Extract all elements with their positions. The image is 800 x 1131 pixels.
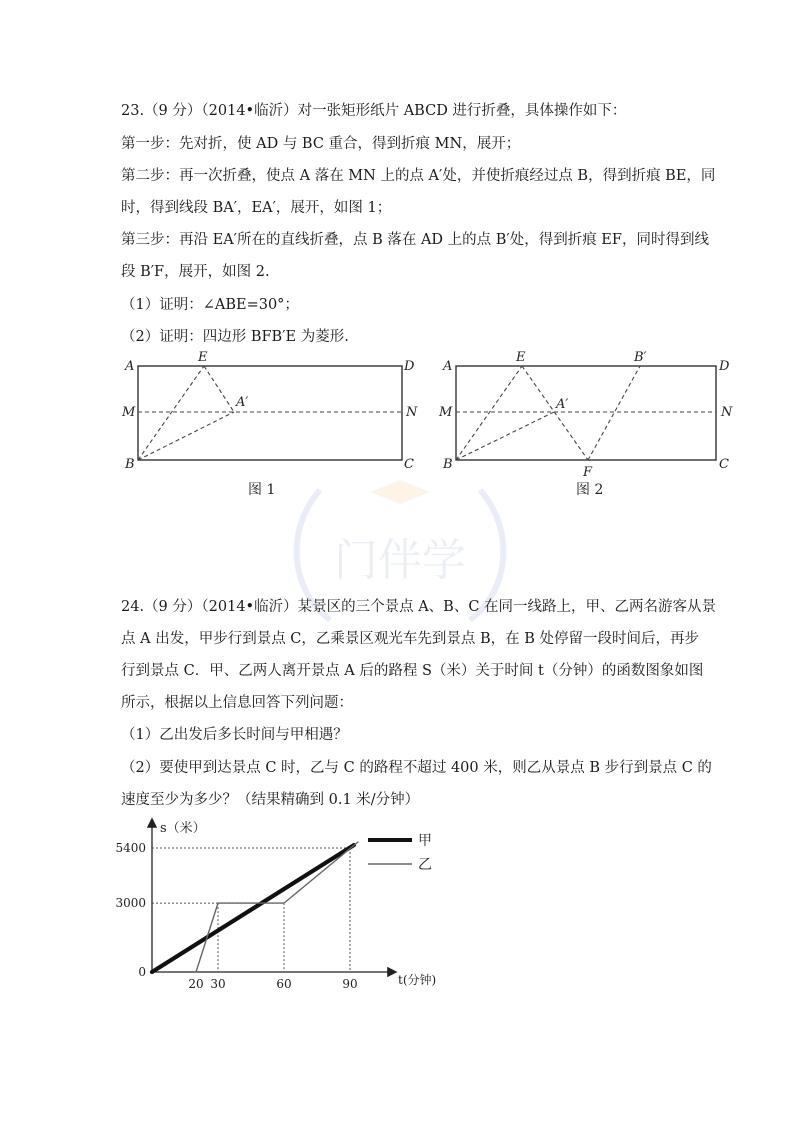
problem-23-question-2: （2）证明：四边形 BFB′E 为菱形. [121, 329, 349, 345]
x-tick-label: 90 [342, 977, 358, 991]
label-b: B [443, 457, 453, 472]
label-n: N [721, 405, 733, 420]
label-c: C [404, 457, 414, 472]
problem-24-line-2: 点 A 出发，甲步行到景点 C，乙乘景区观光车先到景点 B，在 B 处停留一段时间后，再步 [121, 631, 700, 647]
label-a-prime: A′ [556, 397, 569, 412]
graduation-cap-icon [370, 480, 430, 504]
crease-ef [522, 366, 588, 460]
label-b-prime: B′ [634, 350, 647, 365]
problem-24-line-4: 所示，根据以上信息回答下列问题： [121, 695, 353, 711]
figure-1-caption: 图 1 [248, 482, 276, 498]
x-tick-label: 20 [188, 977, 204, 991]
problem-23-step3-a: 第三步：再沿 EA′所在的直线折叠，点 B 落在 AD 上的点 B′处，得到折痕 EF，同时得到线 [121, 232, 709, 248]
problem-24-question-2-a: （2）要使甲到达景点 C 时，乙与 C 的路程不超过 400 米，则乙从景点 B 步行到景点 C 的 [121, 760, 712, 776]
label-m: M [122, 405, 136, 420]
series-line-1 [152, 845, 354, 972]
label-m: M [439, 405, 453, 420]
problem-24-header: 24.（9 分）（2014•临沂）某景区的三个景点 A、B、C 在同一线路上，甲、乙两名游客从景 [121, 599, 717, 615]
y-axis-label: s（米） [160, 821, 206, 836]
problem-23-step3-b: 段 B′F，展开，如图 2. [121, 264, 270, 280]
label-e: E [198, 350, 208, 365]
x-tick-label: 60 [276, 977, 292, 991]
x-tick-label: 30 [210, 977, 226, 991]
legend-label: 甲 [418, 833, 432, 849]
segment-ea1 [204, 366, 234, 412]
problem-23-question-1: （1）证明：∠ABE=30°； [121, 297, 299, 313]
rectangle-abcd [138, 366, 402, 460]
figure-2-caption: 图 2 [576, 482, 604, 498]
legend-label: 乙 [418, 857, 432, 873]
y-tick-label: 5400 [115, 841, 146, 855]
problem-23-step2-a: 第二步：再一次折叠，使点 A 落在 MN 上的点 A′处，并使折痕经过点 B，得到折痕 BE，同 [121, 168, 716, 184]
label-d: D [404, 359, 415, 374]
problem-23-step1: 第一步：先对折，使 AD 与 BC 重合，得到折痕 MN，展开； [121, 136, 521, 152]
rectangle-abcd [456, 366, 716, 460]
label-b: B [125, 457, 135, 472]
watermark-text: 门伴学 [334, 535, 466, 586]
distance-time-chart [110, 812, 460, 994]
label-c: C [719, 457, 729, 472]
problem-24-question-1: （1）乙出发后多长时间与甲相遇？ [121, 727, 348, 743]
problem-24-line-3: 行到景点 C．甲、乙两人离开景点 A 后的路程 S（米）关于时间 t（分钟）的函数图象如图 [121, 663, 704, 679]
series-line-2 [196, 842, 358, 972]
segment-ba1 [138, 412, 234, 460]
label-d: D [719, 359, 730, 374]
problem-24-question-2-b: 速度至少为多少？（结果精确到 0.1 米/分钟） [121, 792, 420, 808]
label-a-prime: A′ [236, 395, 249, 410]
label-e: E [516, 350, 526, 365]
label-f: F [583, 465, 593, 480]
label-n: N [406, 405, 418, 420]
label-a: A [125, 359, 135, 374]
problem-23-step2-b: 时，得到线段 BA′，EA′，展开，如图 1； [121, 200, 392, 216]
crease-be [456, 366, 522, 460]
x-axis-label: t(分钟) [398, 973, 437, 987]
y-tick-label: 3000 [115, 896, 146, 911]
segment-fb1 [588, 366, 640, 460]
problem-23-header: 23.（9 分）（2014•临沂）对一张矩形纸片 ABCD 进行折叠，具体操作如下： [121, 103, 627, 119]
y-tick-label: 0 [138, 965, 146, 979]
segment-ba1 [456, 412, 554, 460]
crease-be [138, 366, 204, 460]
label-a: A [443, 359, 453, 374]
